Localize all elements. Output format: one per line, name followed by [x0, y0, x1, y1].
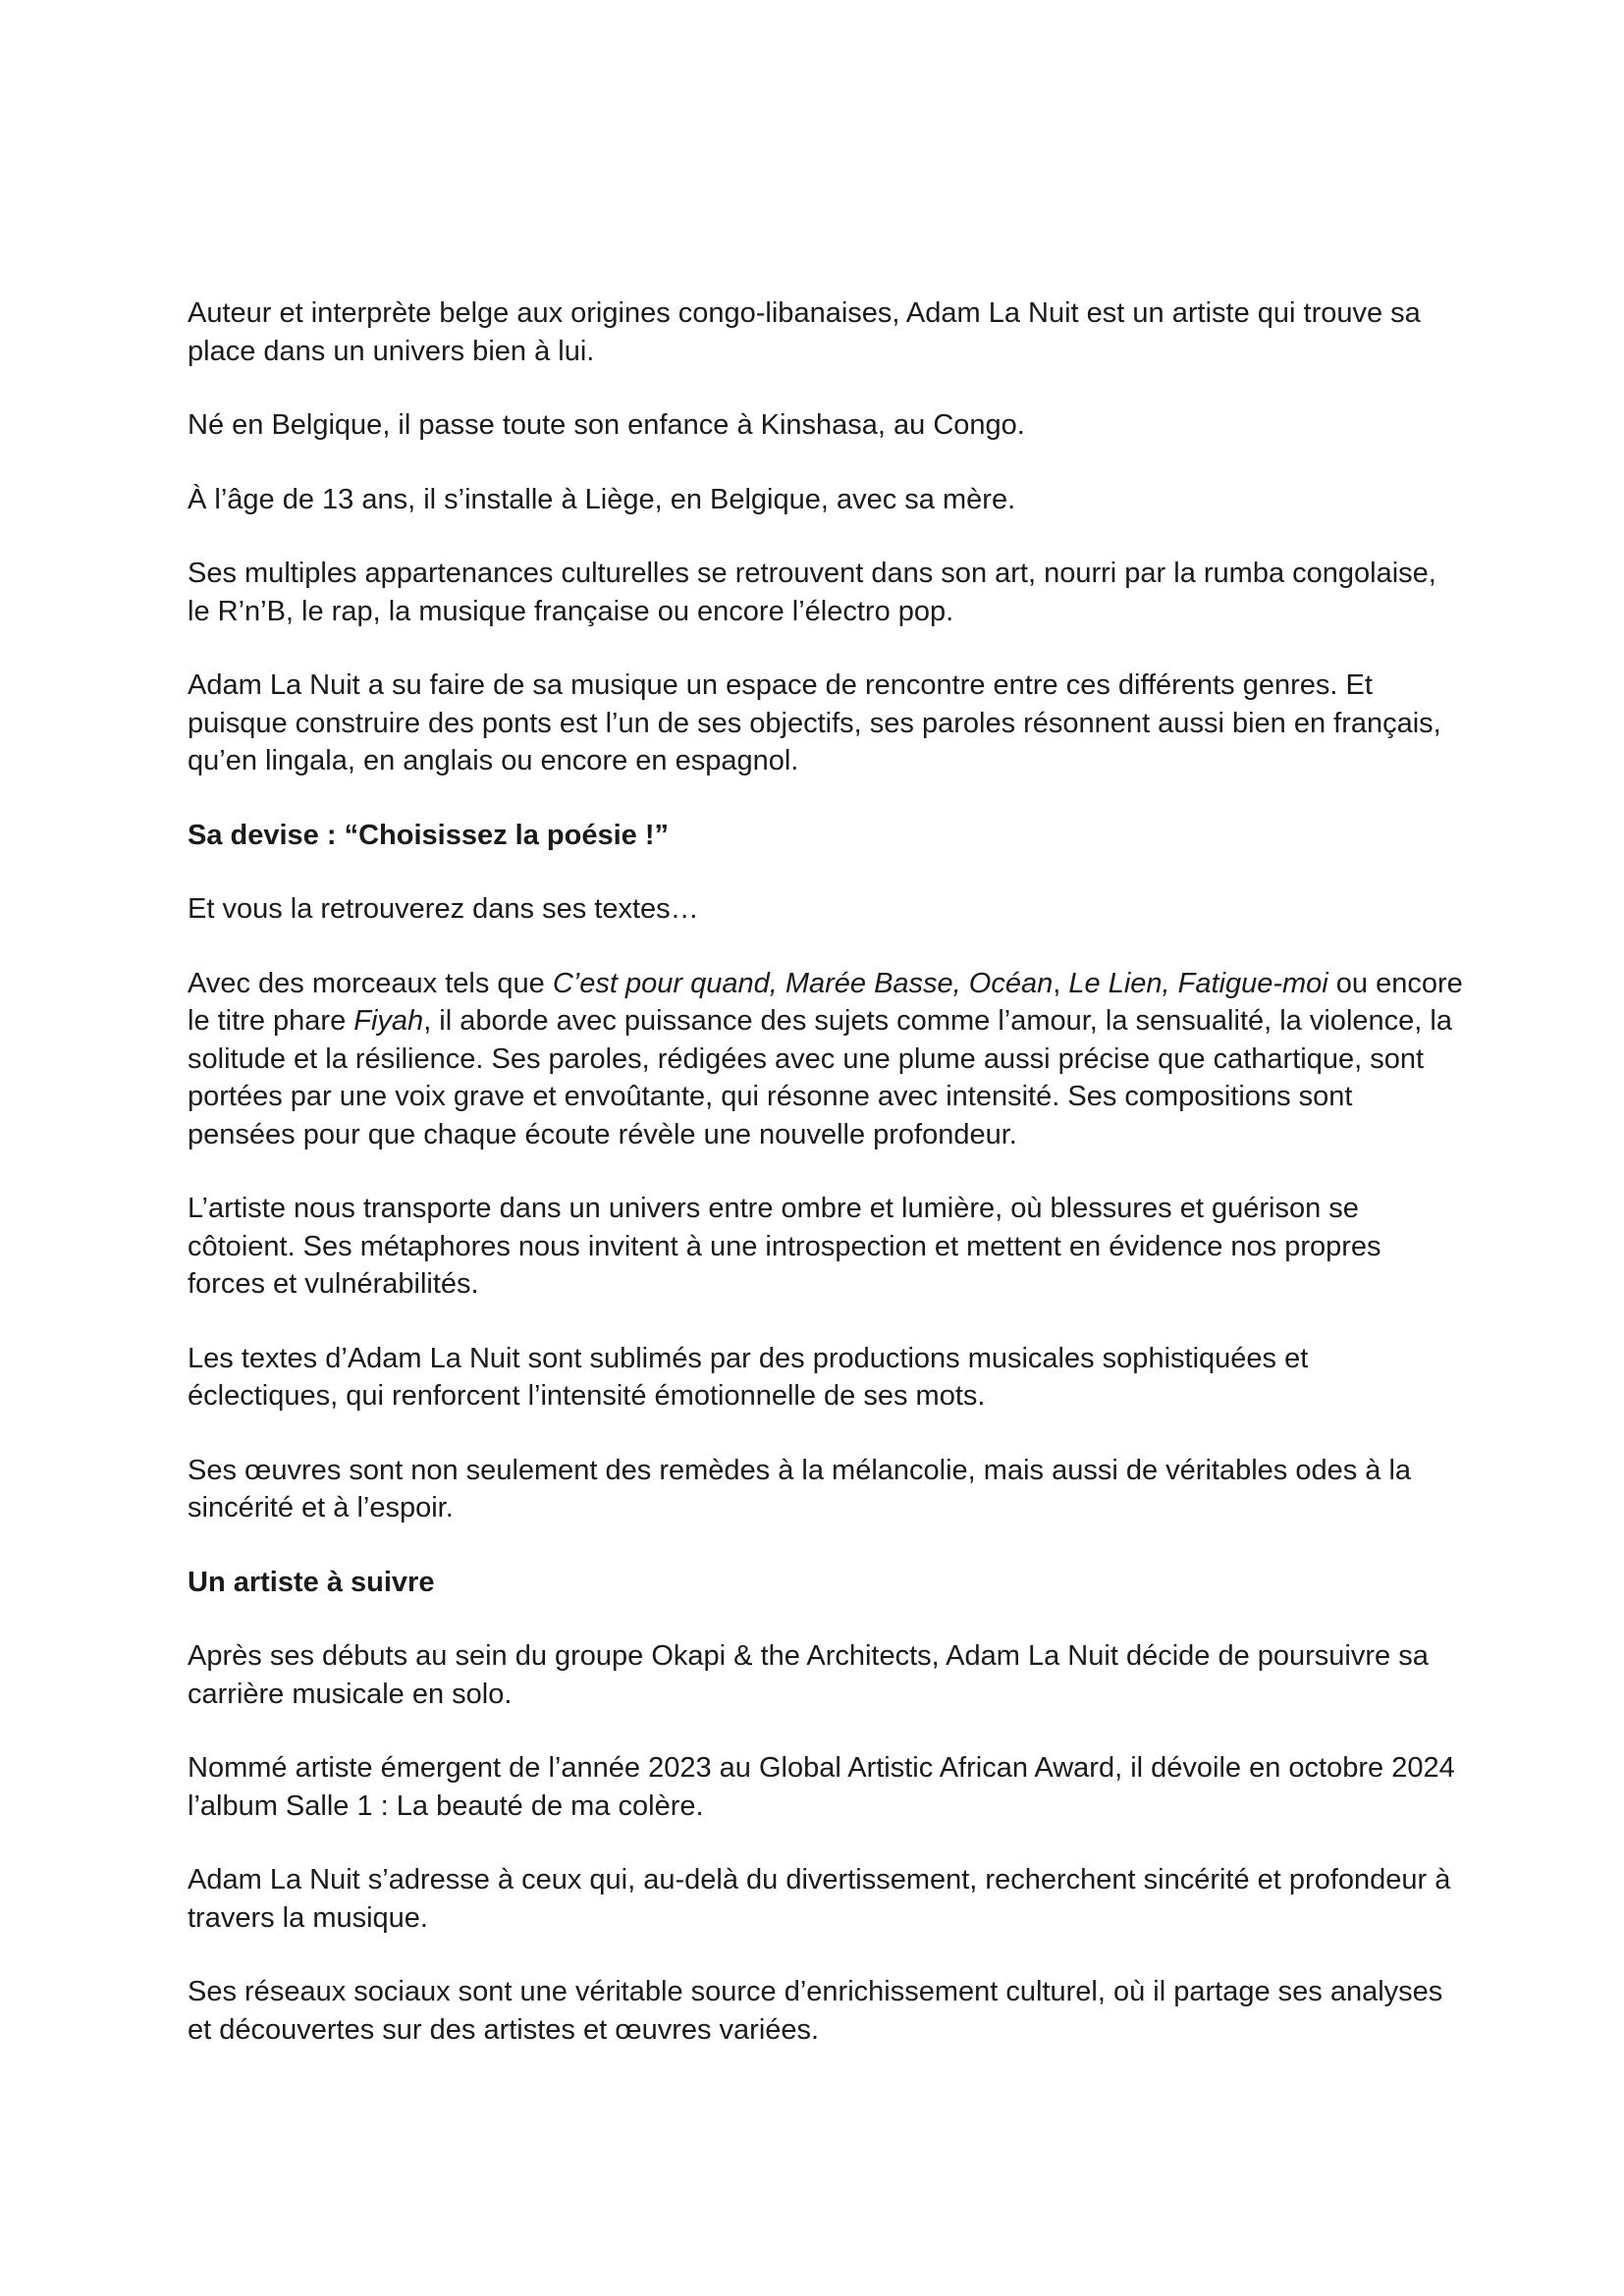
paragraph-award: Nommé artiste émergent de l’année 2023 au Global Artistic African Award, il dévoile en octobre 2024 l’album Salle 1 : La beauté de ma colère. — [188, 1752, 1455, 1822]
heading-devise: Sa devise : “Choisissez la poésie !” — [188, 819, 669, 851]
paragraph-birth: Né en Belgique, il passe toute son enfance à Kinshasa, au Congo. — [188, 409, 1025, 441]
paragraph-productions: Les textes d’Adam La Nuit sont sublimés par des productions musicales sophistiquées et éclectiques, qui renforcent l’intensité émotionnelle de ses mots. — [188, 1342, 1309, 1412]
song-title-fiyah: Fiyah — [353, 1005, 424, 1037]
paragraph-liege: À l’âge de 13 ans, il s’installe à Liège, en Belgique, avec sa mère. — [188, 483, 1016, 515]
morceaux-mid-text: ou encore le titre phare — [188, 967, 1463, 1037]
morceaux-separator: , — [1053, 967, 1069, 999]
paragraph-morceaux — [188, 965, 1464, 1154]
paragraph-intro: Auteur et interprète belge aux origines congo-libanaises, Adam La Nuit est un artiste qui trouve sa place dans un univers bien à lui. — [188, 297, 1421, 367]
heading-artiste-a-suivre: Un artiste à suivre — [188, 1566, 435, 1598]
morceaux-rest-text: , il aborde avec puissance des sujets comme l’amour, la sensualité, la violence, la solitude et la résilience. Ses paroles, rédigées avec une plume aussi précise que cathartique, sont portées par une voix grave et envoûtante, qui résonne avec intensité. Ses compositions sont pensées pour que chaque écoute révèle une nouvelle profondeur. — [188, 1005, 1452, 1150]
paragraph-univers: L’artiste nous transporte dans un univers entre ombre et lumière, où blessures et guérison se côtoient. Ses métaphores nous invitent à une introspection et mettent en évidence nos propres forces et vulnérabilités. — [188, 1193, 1381, 1300]
document-body — [188, 294, 1464, 2085]
song-titles-1: C’est pour quand, Marée Basse, Océan — [552, 967, 1054, 999]
paragraph-debuts: Après ses débuts au sein du groupe Okapi & the Architects, Adam La Nuit décide de poursuivre sa carrière musicale en solo. — [188, 1640, 1429, 1710]
paragraph-genres: Adam La Nuit a su faire de sa musique un espace de rencontre entre ces différents genres. Et puisque construire des ponts est l’un de ses objectifs, ses paroles résonnent aussi bien en français, qu’en lingala, en anglais ou encore en espagnol. — [188, 669, 1441, 776]
paragraph-textes: Et vous la retrouverez dans ses textes… — [188, 893, 699, 925]
paragraph-audience: Adam La Nuit s’adresse à ceux qui, au-delà du divertissement, recherchent sincérité et profondeur à travers la musique. — [188, 1864, 1451, 1934]
morceaux-intro-text: Avec des morceaux tels que — [188, 967, 553, 999]
song-titles-2: Le Lien, Fatigue-moi — [1068, 967, 1328, 999]
paragraph-reseaux: Ses réseaux sociaux sont une véritable source d’enrichissement culturel, où il partage ses analyses et découvertes sur des artistes et œuvres variées. — [188, 1976, 1443, 2046]
paragraph-oeuvres: Ses œuvres sont non seulement des remèdes à la mélancolie, mais aussi de véritables odes à la sincérité et à l’espoir. — [188, 1454, 1412, 1523]
paragraph-cultures: Ses multiples appartenances culturelles se retrouvent dans son art, nourri par la rumba congolaise, le R’n’B, le rap, la musique française ou encore l’électro pop. — [188, 558, 1436, 627]
